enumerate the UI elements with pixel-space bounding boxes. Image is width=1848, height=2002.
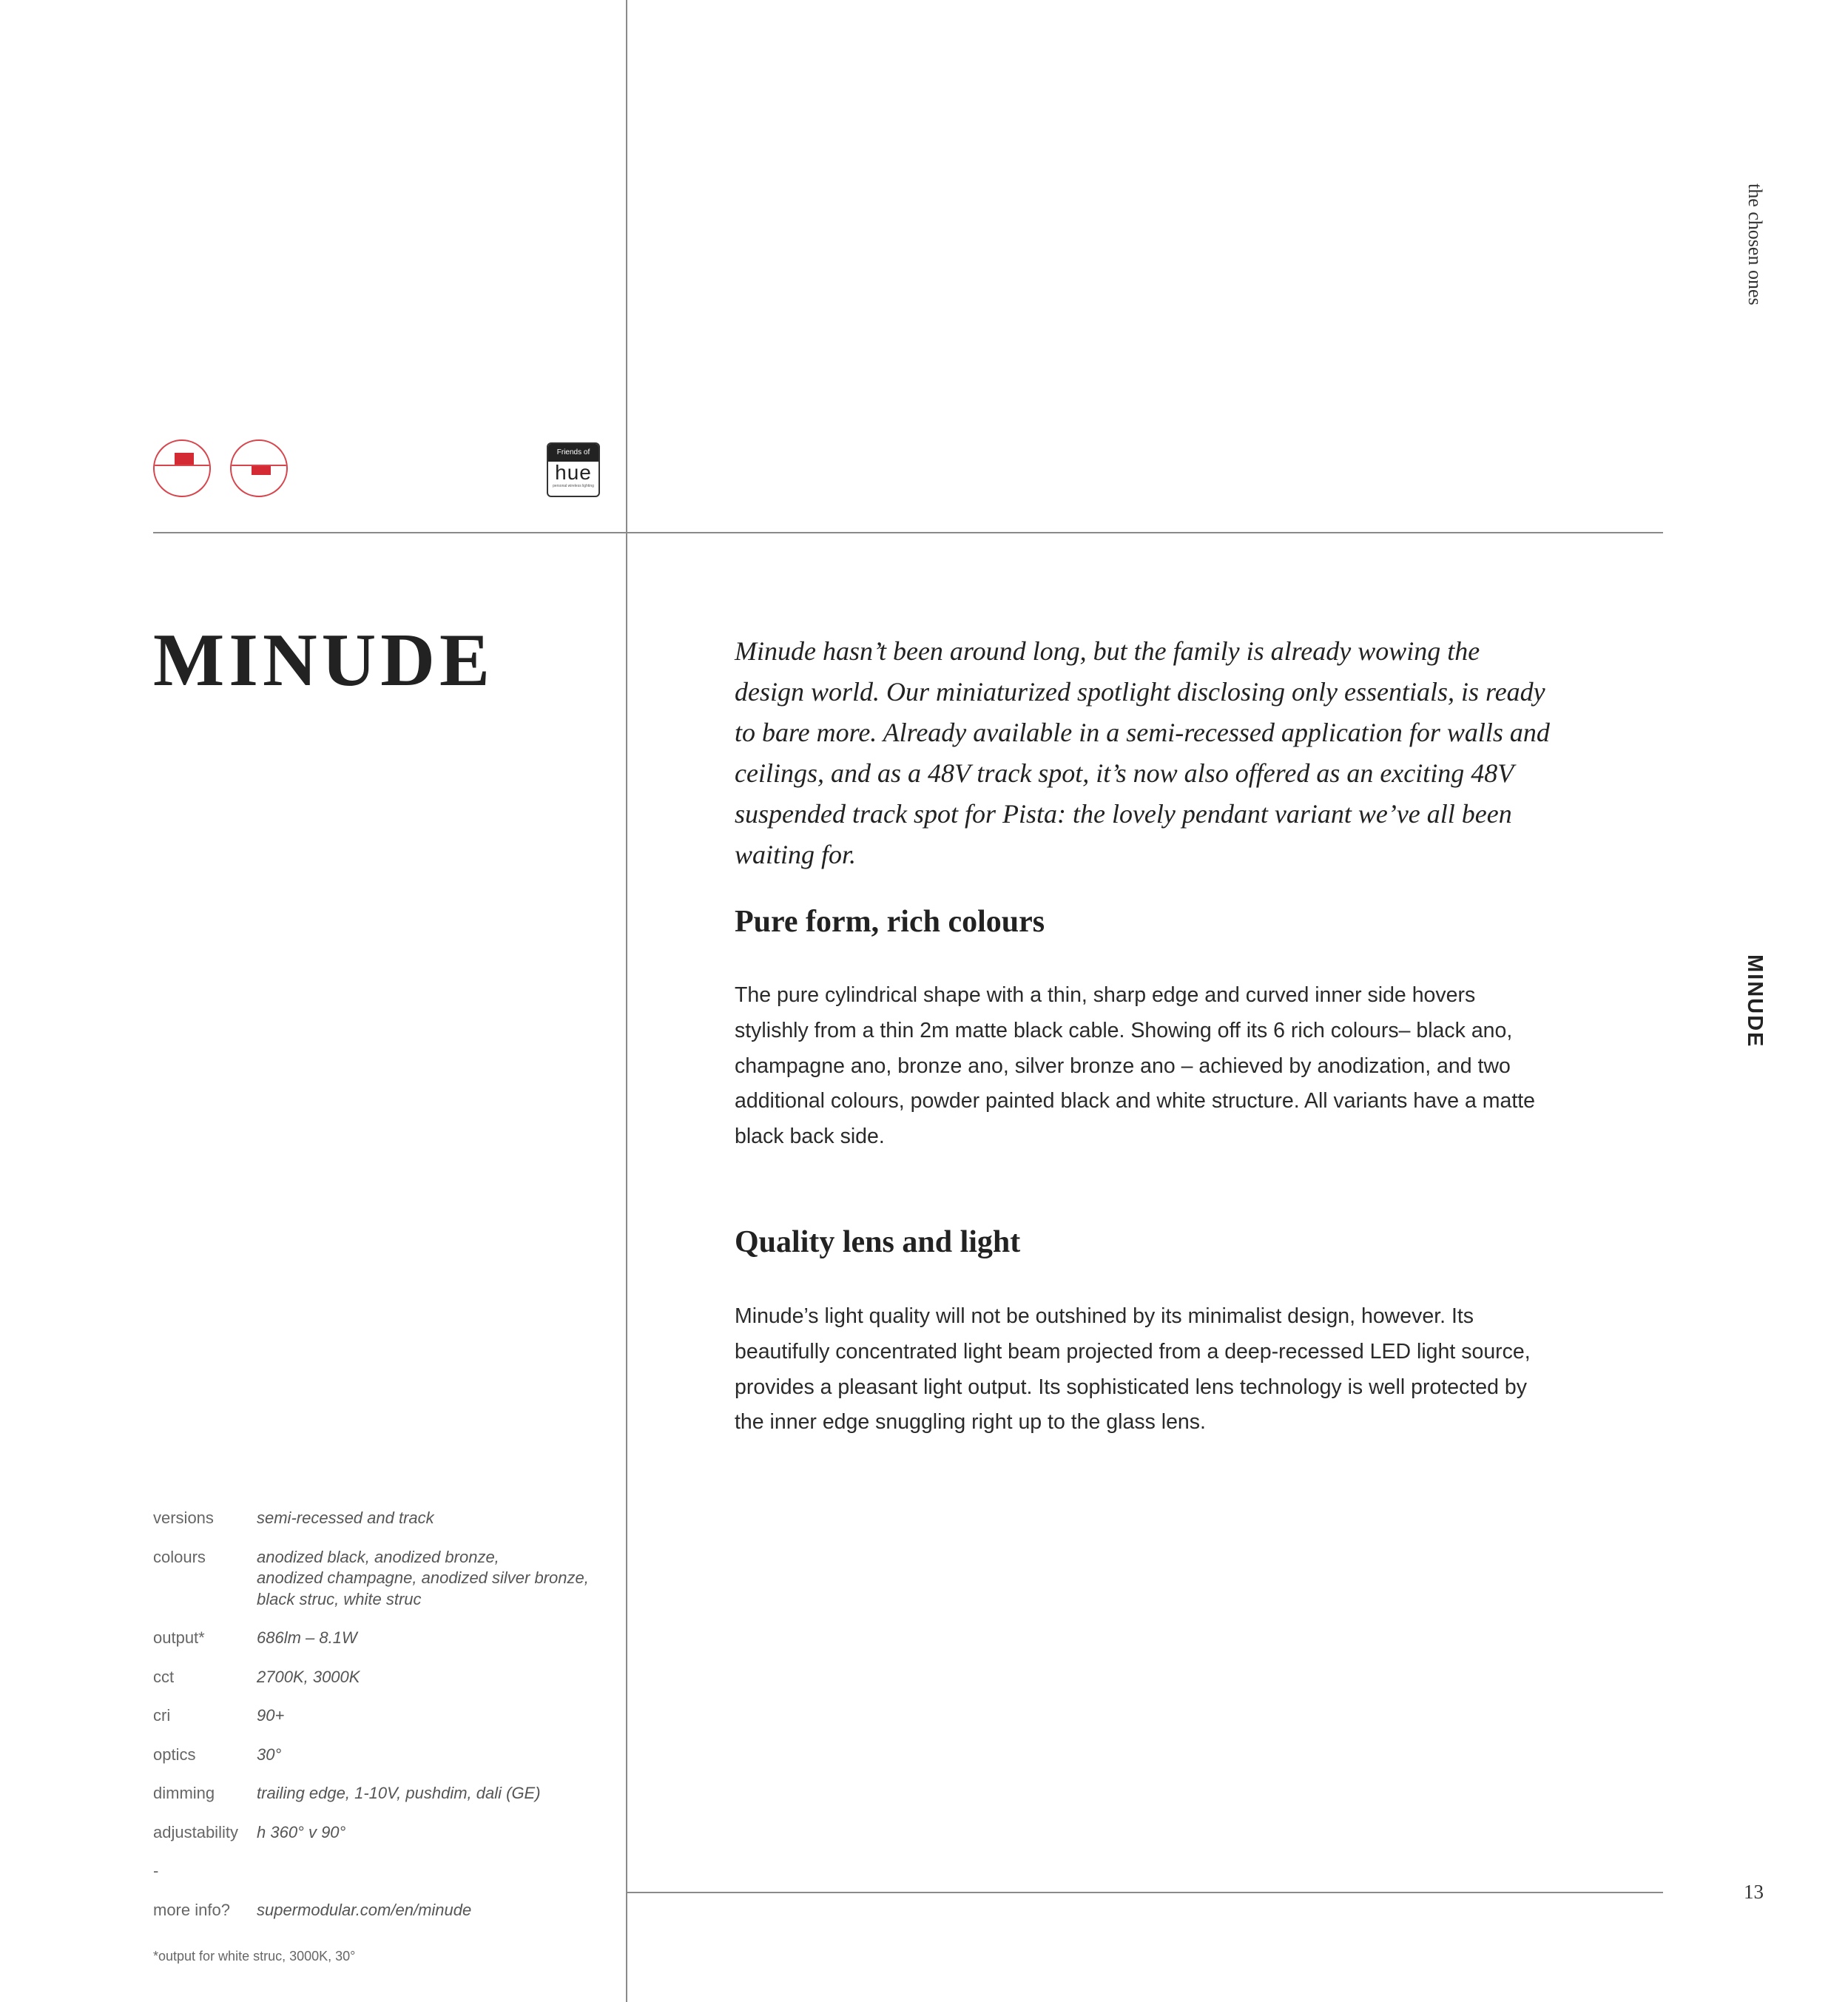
spec-table: [153, 1508, 627, 1938]
footer-rule: [626, 1892, 1663, 1893]
spec-value: semi-recessed and track: [257, 1509, 434, 1527]
section-body-lens: Minude’s light quality will not be outshined by its minimalist design, however. Its beautifully concentrated light beam projected from a deep-recessed LED light source, provides a pleasant light output. Its sophisticated lens technology is well protected by the inner edge snuggling right up to the glass lens.: [735, 1304, 1531, 1435]
spec-row: [153, 1783, 627, 1804]
spec-label: cct: [153, 1667, 175, 1686]
section-body-form: The pure cylindrical shape with a thin, sharp edge and curved inner side hovers stylishly from a thin 2m matte black cable. Showing off its 6 rich colours– black ano, champagne ano, bronze ano, silver bronze ano – achieved by anodization, and two additional colours, powder painted black and white structure. All variants have a matte black back side.: [735, 983, 1536, 1149]
spec-row: [153, 1745, 627, 1766]
spec-value: 2700K, 3000K: [257, 1667, 360, 1686]
page-number: 13: [1744, 1881, 1764, 1903]
spec-value: anodized black, anodized bronze, anodized champagne, anodized silver bronze, black struc, white struc: [257, 1547, 589, 1608]
spec-value: h 360° v 90°: [257, 1822, 346, 1841]
section-heading-lens: Quality lens and light: [735, 1225, 1021, 1259]
product-title: MINUDE: [153, 619, 494, 702]
spec-label: adjustability: [153, 1822, 238, 1841]
spec-row: [153, 1900, 627, 1921]
spec-label: dimming: [153, 1784, 215, 1802]
spec-separator: -: [153, 1861, 159, 1880]
spec-row: [153, 1508, 627, 1529]
spec-value: trailing edge, 1-10V, pushdim, dali (GE): [257, 1784, 541, 1802]
header-rule: [153, 532, 1663, 533]
hue-badge-caption: Friends of: [548, 444, 598, 462]
spec-row: [153, 1667, 627, 1688]
spec-label: colours: [153, 1547, 206, 1566]
friends-of-hue-logo: [547, 442, 600, 497]
spec-label: optics: [153, 1745, 196, 1764]
spec-value: 686lm – 8.1W: [257, 1628, 357, 1647]
more-info-link[interactable]: supermodular.com/en/minude: [257, 1900, 472, 1919]
output-footnote: *output for white struc, 3000K, 30°: [153, 1949, 356, 1964]
spec-label: cri: [153, 1706, 171, 1725]
hue-badge-tagline: personal wireless lighting: [553, 484, 594, 488]
intro-paragraph: Minude hasn’t been around long, but the family is already wowing the design world. Our miniaturized spotlight disclosing only essentials, is ready to bare more. Already available in a semi-recessed application for walls and ceilings, and as a 48V track spot, it’s now also offered as an exciting 48V suspended track spot for Pista: the lovely pendant variant we’ve all been waiting for.: [735, 636, 1550, 869]
spec-label: more info?: [153, 1900, 230, 1919]
spec-row: [153, 1628, 627, 1649]
spec-row: [153, 1547, 627, 1611]
spec-value: 90+: [257, 1706, 285, 1725]
hue-badge-word: hue: [555, 461, 592, 484]
product-side-label: MINUDE: [1743, 954, 1767, 1048]
spec-label: output*: [153, 1628, 205, 1647]
spec-row: [153, 1861, 627, 1882]
section-heading-form: Pure form, rich colours: [735, 905, 1045, 939]
ceiling-mount-icon: [230, 439, 288, 497]
spec-row: [153, 1705, 627, 1727]
spec-value: 30°: [257, 1745, 282, 1764]
spec-row: [153, 1822, 627, 1844]
wall-mount-icon: [153, 439, 211, 497]
section-title: the chosen ones: [1744, 183, 1766, 306]
spec-label: versions: [153, 1509, 214, 1527]
